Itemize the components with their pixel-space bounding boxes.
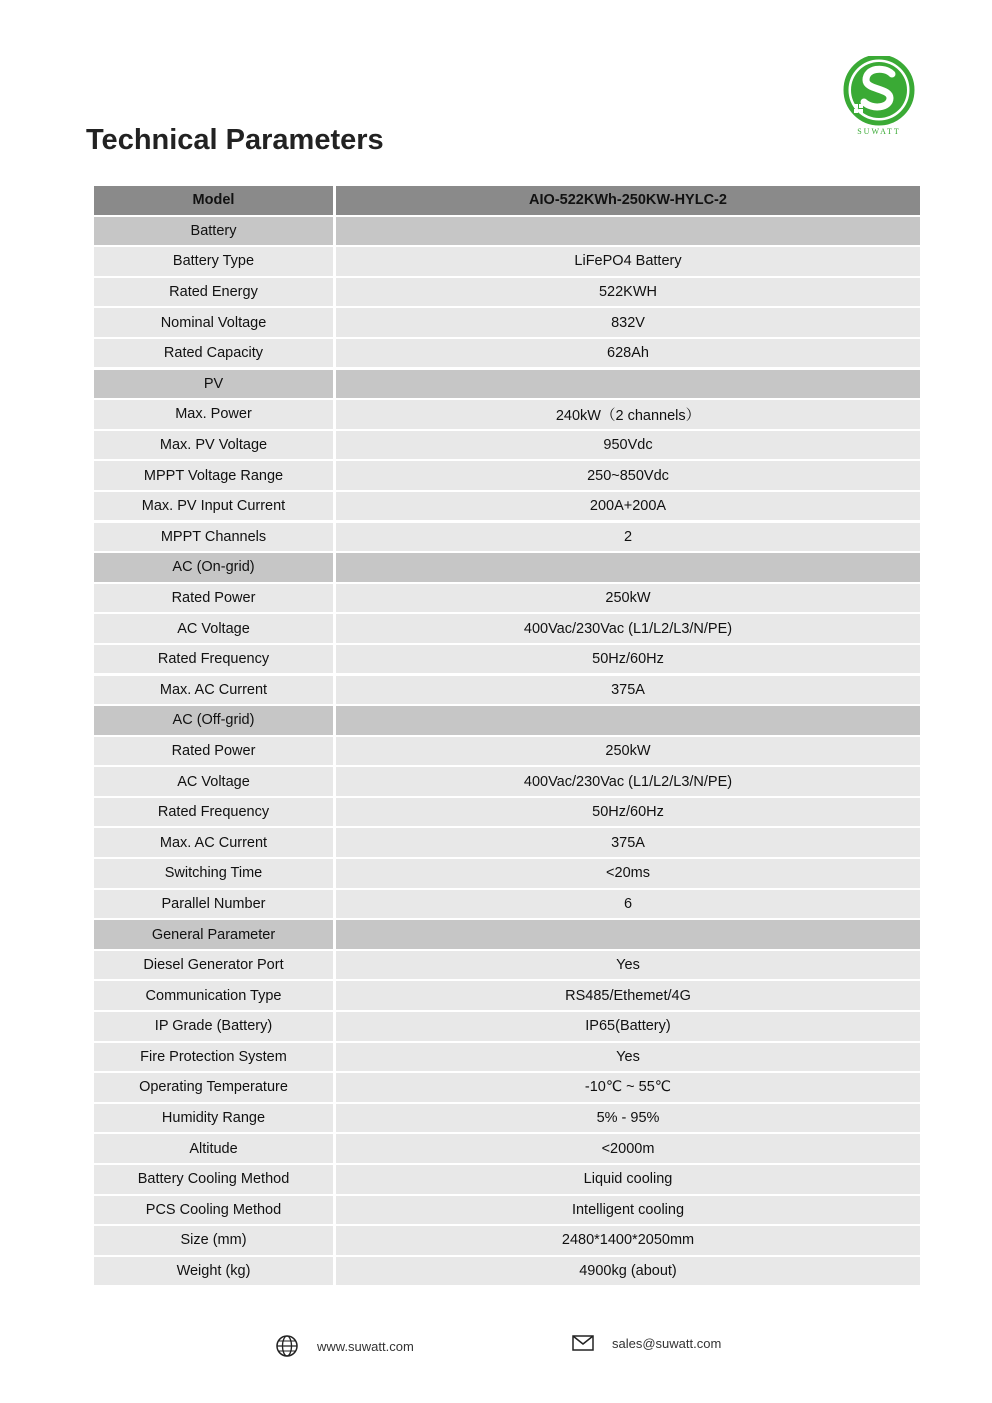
table-row bbox=[94, 951, 920, 980]
param-label: Rated Frequency bbox=[94, 645, 333, 674]
table-row bbox=[94, 614, 920, 643]
table-row bbox=[94, 584, 920, 613]
param-label: Max. AC Current bbox=[94, 828, 333, 857]
table-row bbox=[94, 278, 920, 307]
param-value bbox=[336, 370, 920, 399]
section-row bbox=[94, 553, 920, 582]
param-label: AC (Off-grid) bbox=[94, 706, 333, 735]
param-value: 2 bbox=[336, 523, 920, 552]
param-label: Switching Time bbox=[94, 859, 333, 888]
param-label: PCS Cooling Method bbox=[94, 1196, 333, 1225]
table-row bbox=[94, 1196, 920, 1225]
param-value: 375A bbox=[336, 676, 920, 705]
table-row bbox=[94, 492, 920, 521]
param-value: 2480*1400*2050mm bbox=[336, 1226, 920, 1255]
param-value: 200A+200A bbox=[336, 492, 920, 521]
param-value: 832V bbox=[336, 308, 920, 337]
email-link[interactable] bbox=[572, 1334, 721, 1352]
param-value: Liquid cooling bbox=[336, 1165, 920, 1194]
param-label: Max. PV Voltage bbox=[94, 431, 333, 460]
table-row bbox=[94, 1104, 920, 1133]
param-value: <2000m bbox=[336, 1134, 920, 1163]
section-row bbox=[94, 217, 920, 246]
param-value bbox=[336, 553, 920, 582]
param-value bbox=[336, 706, 920, 735]
table-row bbox=[94, 645, 920, 674]
section-row bbox=[94, 370, 920, 399]
param-value: 950Vdc bbox=[336, 431, 920, 460]
param-value: 6 bbox=[336, 890, 920, 919]
param-label: Rated Power bbox=[94, 737, 333, 766]
website-link[interactable] bbox=[275, 1334, 414, 1358]
table-row bbox=[94, 431, 920, 460]
table-row bbox=[94, 828, 920, 857]
table-row bbox=[94, 461, 920, 490]
param-label: General Parameter bbox=[94, 920, 333, 949]
table-row bbox=[94, 308, 920, 337]
param-label: Weight (kg) bbox=[94, 1257, 333, 1286]
param-label: Model bbox=[94, 186, 333, 215]
table-row bbox=[94, 1134, 920, 1163]
table-row bbox=[94, 859, 920, 888]
param-label: Fire Protection System bbox=[94, 1043, 333, 1072]
param-value: 250kW bbox=[336, 737, 920, 766]
param-label: Size (mm) bbox=[94, 1226, 333, 1255]
param-label: AC Voltage bbox=[94, 614, 333, 643]
param-value: IP65(Battery) bbox=[336, 1012, 920, 1041]
param-label: Rated Energy bbox=[94, 278, 333, 307]
param-label: PV bbox=[94, 370, 333, 399]
param-label: Communication Type bbox=[94, 981, 333, 1010]
param-label: Max. Power bbox=[94, 400, 333, 429]
param-value: 50Hz/60Hz bbox=[336, 645, 920, 674]
table-row bbox=[94, 1012, 920, 1041]
param-label: MPPT Voltage Range bbox=[94, 461, 333, 490]
table-row bbox=[94, 1165, 920, 1194]
section-row bbox=[94, 920, 920, 949]
table-row bbox=[94, 798, 920, 827]
param-value: <20ms bbox=[336, 859, 920, 888]
param-value: 375A bbox=[336, 828, 920, 857]
table-row bbox=[94, 676, 920, 705]
param-label: Max. AC Current bbox=[94, 676, 333, 705]
param-label: Rated Capacity bbox=[94, 339, 333, 368]
param-value: 628Ah bbox=[336, 339, 920, 368]
logo-text: SUWATT bbox=[857, 127, 901, 136]
param-label: Humidity Range bbox=[94, 1104, 333, 1133]
param-label: Battery Type bbox=[94, 247, 333, 276]
table-row bbox=[94, 767, 920, 796]
param-value bbox=[336, 920, 920, 949]
table-row bbox=[94, 339, 920, 368]
param-value: 240kW（2 channels） bbox=[336, 400, 920, 429]
param-value: LiFePO4 Battery bbox=[336, 247, 920, 276]
table-row bbox=[94, 890, 920, 919]
table-row bbox=[94, 1257, 920, 1286]
table-row bbox=[94, 737, 920, 766]
param-label: Max. PV Input Current bbox=[94, 492, 333, 521]
param-value: Yes bbox=[336, 1043, 920, 1072]
table-row bbox=[94, 1073, 920, 1102]
spec-table bbox=[94, 186, 920, 1287]
param-label: Operating Temperature bbox=[94, 1073, 333, 1102]
param-label: Battery Cooling Method bbox=[94, 1165, 333, 1194]
table-row bbox=[94, 1226, 920, 1255]
param-value: -10℃ ~ 55℃ bbox=[336, 1073, 920, 1102]
table-row bbox=[94, 1043, 920, 1072]
param-value: 250~850Vdc bbox=[336, 461, 920, 490]
param-value: Yes bbox=[336, 951, 920, 980]
section-row bbox=[94, 706, 920, 735]
table-row bbox=[94, 400, 920, 429]
table-row bbox=[94, 981, 920, 1010]
param-label: Altitude bbox=[94, 1134, 333, 1163]
param-label: AC (On-grid) bbox=[94, 553, 333, 582]
envelope-icon bbox=[572, 1334, 594, 1352]
param-label: Parallel Number bbox=[94, 890, 333, 919]
param-value: 400Vac/230Vac (L1/L2/L3/N/PE) bbox=[336, 614, 920, 643]
param-label: Nominal Voltage bbox=[94, 308, 333, 337]
param-label: Rated Frequency bbox=[94, 798, 333, 827]
page-title: Technical Parameters bbox=[86, 124, 384, 156]
param-label: AC Voltage bbox=[94, 767, 333, 796]
param-value: 522KWH bbox=[336, 278, 920, 307]
param-label: Diesel Generator Port bbox=[94, 951, 333, 980]
param-value: 5% - 95% bbox=[336, 1104, 920, 1133]
param-value: 4900kg (about) bbox=[336, 1257, 920, 1286]
website-text[interactable]: www.suwatt.com bbox=[317, 1338, 414, 1354]
param-value bbox=[336, 217, 920, 246]
param-value: RS485/Ethemet/4G bbox=[336, 981, 920, 1010]
param-value: 250kW bbox=[336, 584, 920, 613]
param-value: Intelligent cooling bbox=[336, 1196, 920, 1225]
email-text[interactable]: sales@suwatt.com bbox=[612, 1335, 722, 1351]
table-header-row bbox=[94, 186, 920, 215]
param-label: IP Grade (Battery) bbox=[94, 1012, 333, 1041]
param-value: 400Vac/230Vac (L1/L2/L3/N/PE) bbox=[336, 767, 920, 796]
globe-icon bbox=[275, 1334, 299, 1358]
param-value: AIO-522KWh-250KW-HYLC-2 bbox=[336, 186, 920, 215]
param-label: MPPT Channels bbox=[94, 523, 333, 552]
table-row bbox=[94, 523, 920, 552]
table-row bbox=[94, 247, 920, 276]
param-label: Rated Power bbox=[94, 584, 333, 613]
param-label: Battery bbox=[94, 217, 333, 246]
param-value: 50Hz/60Hz bbox=[336, 798, 920, 827]
